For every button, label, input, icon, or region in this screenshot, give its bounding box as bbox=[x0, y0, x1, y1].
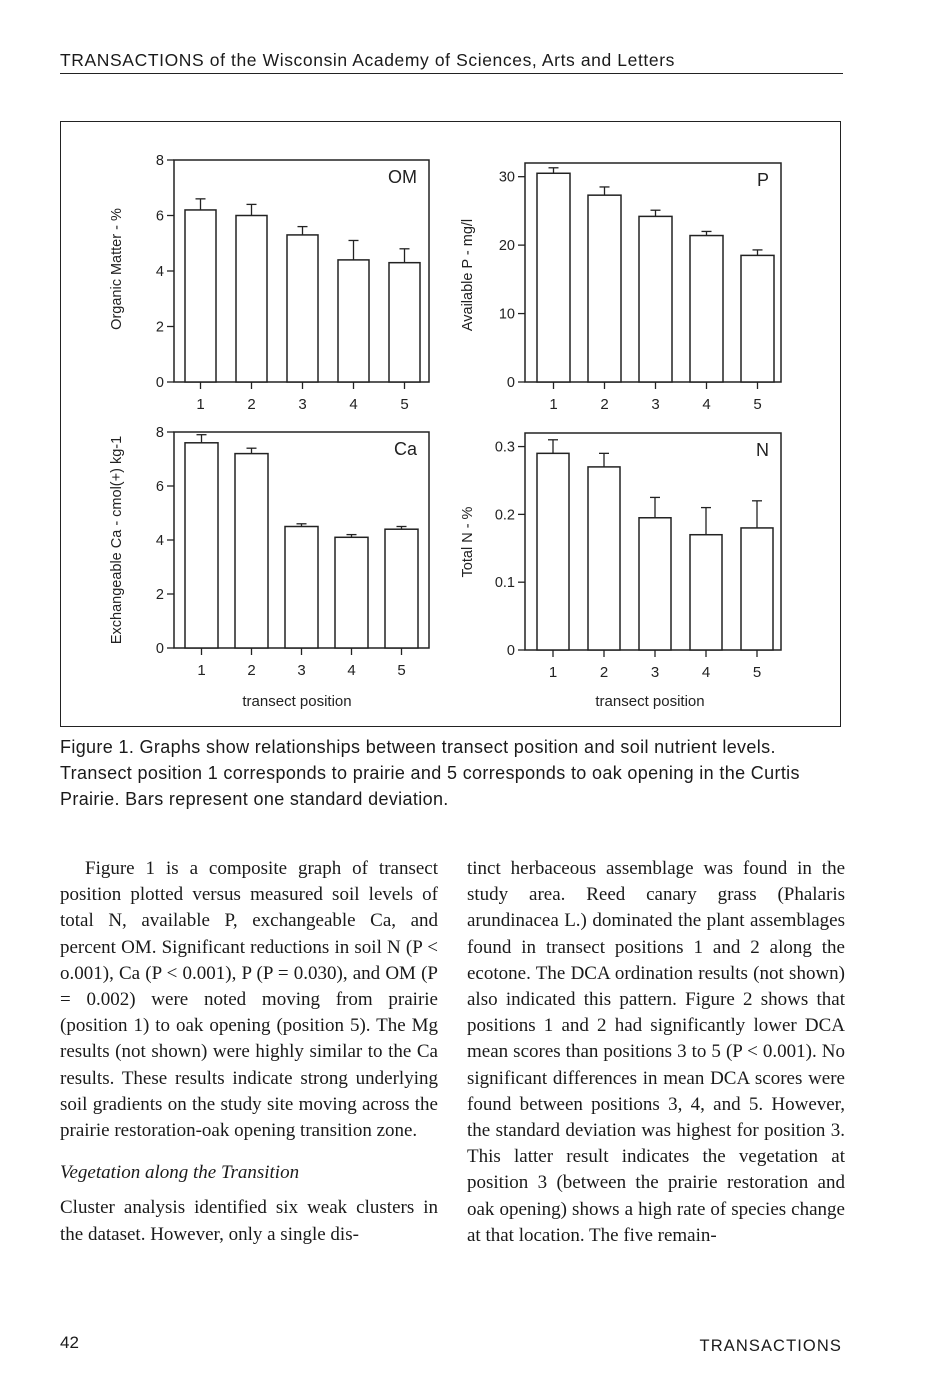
top-right-ylabel: Available P - mg/l bbox=[460, 218, 476, 332]
bottom-right-bar bbox=[690, 535, 722, 650]
bottom-left-bar bbox=[285, 527, 318, 649]
top-right-bar bbox=[639, 216, 672, 382]
bottom-right-bar bbox=[588, 467, 620, 650]
bottom-left-ytick-label: 8 bbox=[155, 425, 164, 441]
figure-1-charts bbox=[61, 122, 840, 726]
top-left-bar bbox=[389, 263, 420, 382]
bottom-right-tag: N bbox=[756, 440, 769, 460]
top-left-xtick-label: 3 bbox=[298, 396, 307, 413]
top-right-bar bbox=[588, 195, 621, 382]
top-right-ytick-label: 0 bbox=[506, 375, 515, 391]
left-column bbox=[60, 856, 438, 1248]
top-left-xtick-label: 1 bbox=[196, 396, 205, 413]
bottom-right-xtick-label: 2 bbox=[599, 664, 609, 681]
top-right-tag: P bbox=[756, 170, 769, 190]
bottom-right-bar bbox=[537, 453, 569, 650]
figure-1 bbox=[60, 121, 841, 727]
page-number: 42 bbox=[60, 1333, 79, 1352]
footer-journal: TRANSACTIONS bbox=[699, 1337, 842, 1355]
bottom-left-xtick-label: 4 bbox=[347, 662, 356, 679]
top-left-bar bbox=[287, 235, 318, 382]
top-right-ytick-label: 20 bbox=[498, 238, 515, 255]
top-left-bar bbox=[338, 260, 369, 382]
running-head: TRANSACTIONS of the Wisconsin Academy of Sciences, Arts and Letters bbox=[60, 50, 843, 74]
top-left-ytick-label: 0 bbox=[155, 375, 164, 391]
bottom-right-xtick-label: 3 bbox=[650, 664, 660, 681]
top-left-ytick-label: 2 bbox=[155, 319, 164, 336]
bottom-left-bar bbox=[185, 443, 218, 648]
section-heading: Vegetation along the Transition bbox=[60, 1162, 300, 1184]
bottom-right-ytick-label: 0 bbox=[506, 643, 515, 659]
bottom-left-tag: Ca bbox=[393, 439, 417, 459]
top-right-ytick-label: 30 bbox=[498, 169, 515, 186]
top-right-xtick-label: 5 bbox=[753, 396, 762, 413]
bottom-left-bar bbox=[385, 529, 418, 648]
bottom-right-bar bbox=[741, 528, 773, 650]
bottom-left-bar bbox=[335, 537, 368, 648]
top-left-ylabel: Organic Matter - % bbox=[109, 208, 125, 330]
top-right-ytick-label: 10 bbox=[498, 306, 515, 323]
bottom-left-ytick-label: 0 bbox=[155, 641, 164, 657]
top-left-ytick-label: 6 bbox=[155, 208, 164, 225]
top-left-ytick-label: 8 bbox=[155, 153, 164, 169]
paragraph-results: Figure 1 is a composite graph of transect position plotted versus measured soil levels of total N, available P, exchangeable Ca, and percent OM. Significant reductions in soil N (P < o.001), Ca (P < 0.001), P (P = 0.030), and OM (P = 0.002) were noted moving from prairie (position 1) to oak opening (position 5). The Mg results (not shown) were highly similar to the Ca results. These results indicate strong underlying soil gradients on the study site moving across the prairie restoration-oak opening transition zone. bbox=[60, 858, 438, 1142]
top-right-xtick-label: 3 bbox=[651, 396, 660, 413]
bottom-right-xtick-label: 4 bbox=[701, 664, 711, 681]
bottom-left-bar bbox=[235, 454, 268, 648]
bottom-left-xtick-label: 1 bbox=[197, 662, 206, 679]
top-left-xtick-label: 4 bbox=[349, 396, 358, 413]
top-right-bar bbox=[537, 173, 570, 382]
top-left-ytick-label: 4 bbox=[155, 264, 164, 280]
top-left-tag: OM bbox=[388, 167, 417, 187]
bottom-right-bar bbox=[639, 518, 671, 650]
bottom-right-ylabel: Total N - % bbox=[460, 506, 476, 578]
top-left-bar bbox=[185, 210, 216, 382]
top-left-xtick-label: 2 bbox=[247, 396, 256, 413]
top-right-xtick-label: 4 bbox=[702, 396, 711, 413]
bottom-right-xlabel: transect position bbox=[595, 693, 705, 710]
bottom-left-ytick-label: 2 bbox=[155, 587, 164, 603]
bottom-left-ytick-label: 6 bbox=[155, 479, 164, 495]
bottom-right-ytick-label: 0.2 bbox=[494, 507, 515, 524]
bottom-left-xlabel: transect position bbox=[242, 693, 352, 710]
top-left-xtick-label: 5 bbox=[400, 396, 409, 413]
bottom-left-xtick-label: 3 bbox=[297, 662, 306, 679]
bottom-right-xtick-label: 5 bbox=[752, 664, 762, 681]
top-right-bar bbox=[741, 255, 774, 382]
paragraph-vegetation: Cluster analysis identified six weak clusters in the dataset. However, only a single dis- bbox=[60, 1197, 438, 1245]
paragraph-continued: tinct herbaceous assemblage was found in the study area. Reed canary grass (Phalaris arundinacea L.) dominated the plant assemblages found in transect positions 1 and 2 along the ecotone. The DCA ordination results (not shown) also indicated this pattern. Figure 2 shows that positions 1 and 2 had significantly lower DCA mean scores than positions 3 to 5 (P < 0.001). No significant differences in mean DCA scores were found between positions 3, 4, and 5. However, the standard deviation was highest for position 3. This latter result indicates the vegetation at position 3 (between the prairie restoration and oak opening) shows a high rate of species change at that location. The five remain- bbox=[467, 858, 845, 1246]
top-right-xtick-label: 1 bbox=[549, 396, 558, 413]
bottom-right-ytick-label: 0.3 bbox=[494, 439, 515, 456]
top-right-xtick-label: 2 bbox=[600, 396, 609, 413]
bottom-left-ytick-label: 4 bbox=[155, 533, 164, 549]
bottom-left-xtick-label: 2 bbox=[247, 662, 256, 679]
figure-caption: Figure 1. Graphs show relationships between transect position and soil nutrient levels. Transect position 1 corresponds to prairie and 5 corresponds to oak opening in the Curtis Prairie. Bars represent one standard deviation. bbox=[60, 737, 800, 809]
top-left-bar bbox=[236, 216, 267, 383]
right-column bbox=[467, 856, 845, 1249]
bottom-left-ylabel: Exchangeable Ca - cmol(+) kg-1 bbox=[109, 435, 125, 645]
bottom-right-ytick-label: 0.1 bbox=[494, 575, 515, 592]
bottom-left-xtick-label: 5 bbox=[397, 662, 406, 679]
top-right-bar bbox=[690, 236, 723, 382]
bottom-right-xtick-label: 1 bbox=[548, 664, 558, 681]
